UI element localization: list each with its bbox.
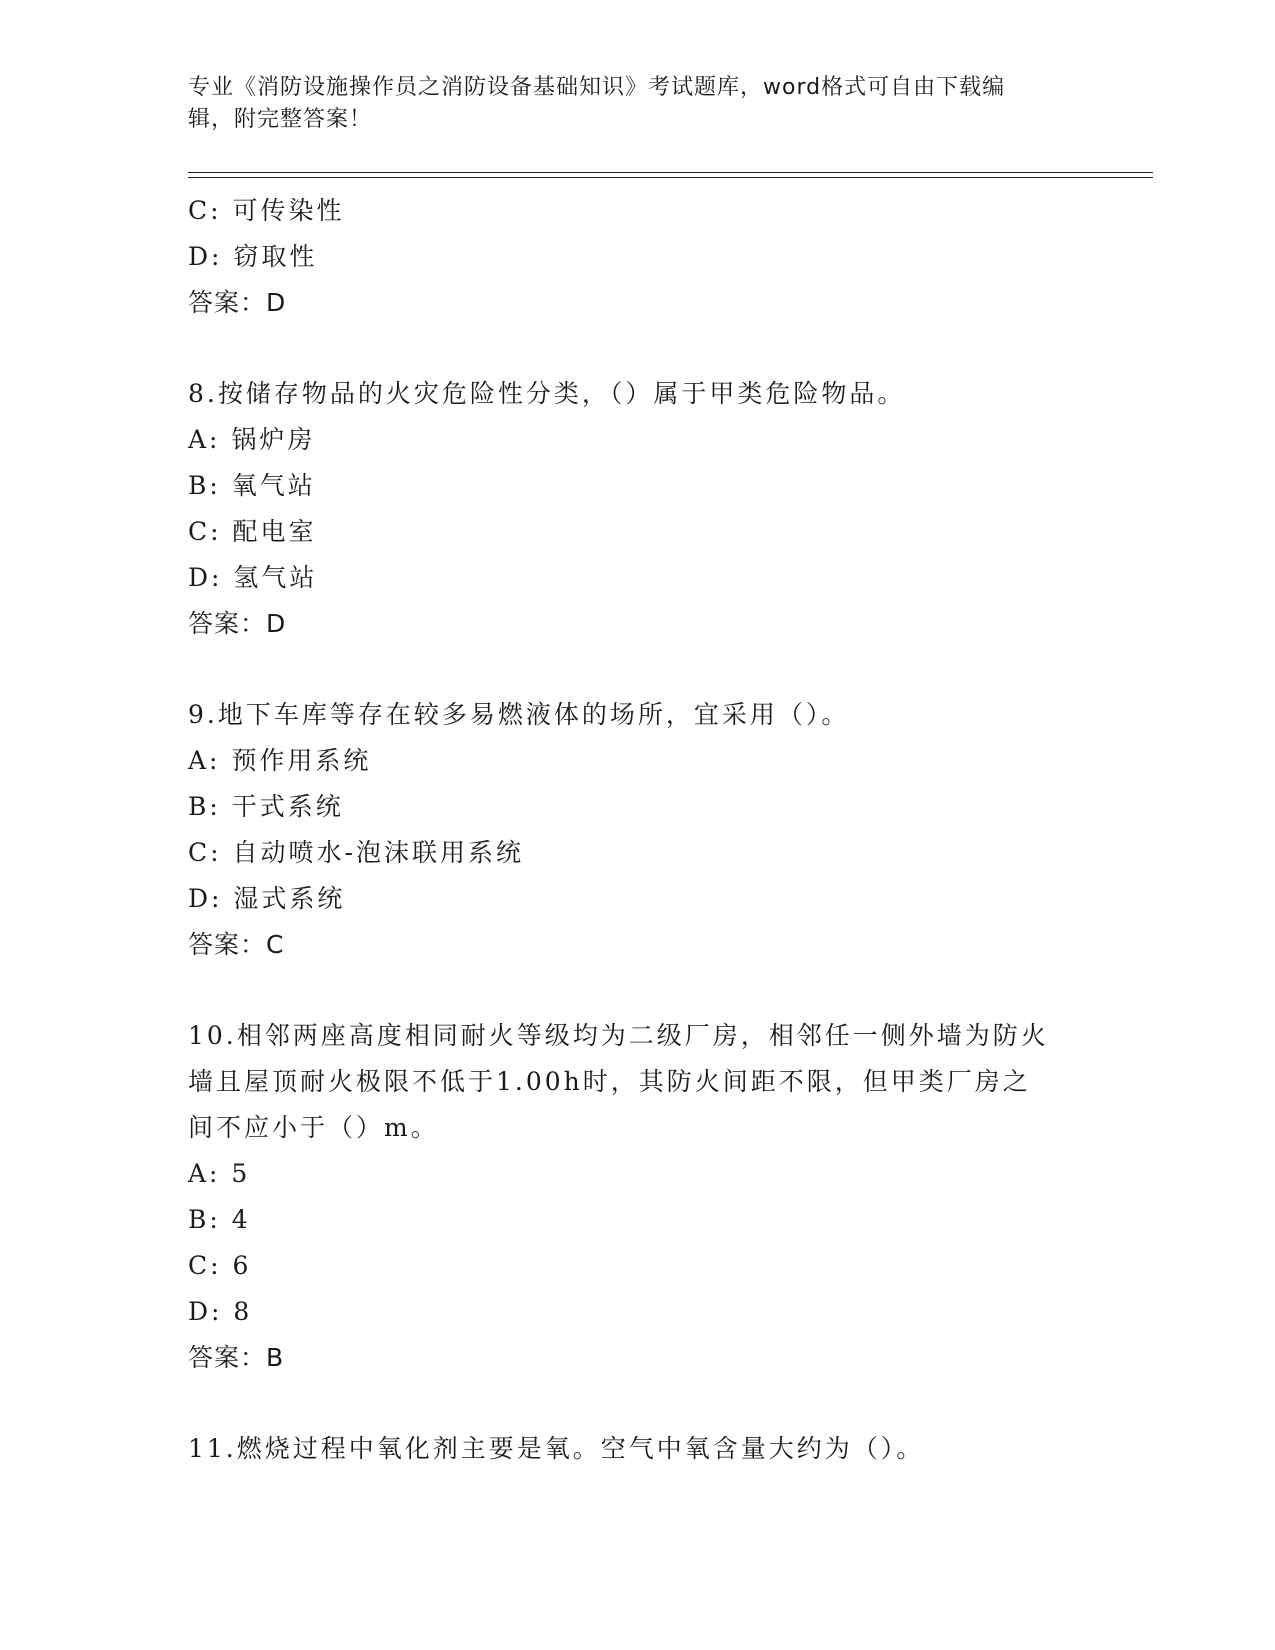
q9-option-c: C: 自动喷水-泡沫联用系统	[188, 838, 524, 867]
header-line-1: 专业《消防设施操作员之消防设备基础知识》考试题库，word格式可自由下载编	[188, 75, 1006, 100]
q9-option-a: A: 预作用系统	[188, 746, 372, 775]
question-content	[188, 188, 1088, 1472]
q7-option-d: D: 窃取性	[188, 242, 318, 271]
question-10	[188, 1013, 1088, 1381]
q10-option-b: B: 4	[188, 1205, 251, 1234]
q8-option-c: C: 配电室	[188, 517, 317, 546]
q10-option-d: D: 8	[188, 1297, 253, 1326]
q8-answer: 答案：D	[188, 609, 287, 638]
document-header	[188, 72, 1068, 136]
q10-question-line-1: 10.相邻两座高度相同耐火等级均为二级厂房，相邻任一侧外墙为防火	[188, 1021, 1049, 1050]
q10-option-c: C: 6	[188, 1251, 252, 1280]
q9-option-d: D: 湿式系统	[188, 884, 346, 913]
q7-answer: 答案：D	[188, 288, 287, 317]
q8-question: 8.按储存物品的火灾危险性分类，（）属于甲类危险物品。	[188, 379, 906, 408]
q10-question-line-3: 间不应小于（）m。	[188, 1113, 439, 1142]
q10-option-a: A: 5	[188, 1159, 251, 1188]
q10-question-line-2: 墙且屋顶耐火极限不低于1.00h时，其防火间距不限，但甲类厂房之	[188, 1067, 1031, 1096]
q9-option-b: B: 干式系统	[188, 792, 344, 821]
header-line-2: 辑，附完整答案！	[188, 107, 373, 132]
header-rule-bottom	[188, 177, 1153, 178]
q8-option-a: A: 锅炉房	[188, 425, 316, 454]
q8-option-b: B: 氧气站	[188, 471, 316, 500]
header-rule-top	[188, 172, 1153, 173]
question-9	[188, 692, 1088, 968]
q9-question: 9.地下车库等存在较多易燃液体的场所，宜采用（）。	[188, 700, 850, 729]
q8-option-d: D: 氢气站	[188, 563, 318, 592]
q10-answer: 答案：B	[188, 1343, 285, 1372]
question-7	[188, 188, 1088, 326]
q9-answer: 答案：C	[188, 930, 285, 959]
question-11	[188, 1426, 1088, 1472]
q7-option-c: C: 可传染性	[188, 196, 345, 225]
q11-question: 11.燃烧过程中氧化剂主要是氧。空气中氧含量大约为（）。	[188, 1434, 925, 1463]
question-8	[188, 371, 1088, 647]
